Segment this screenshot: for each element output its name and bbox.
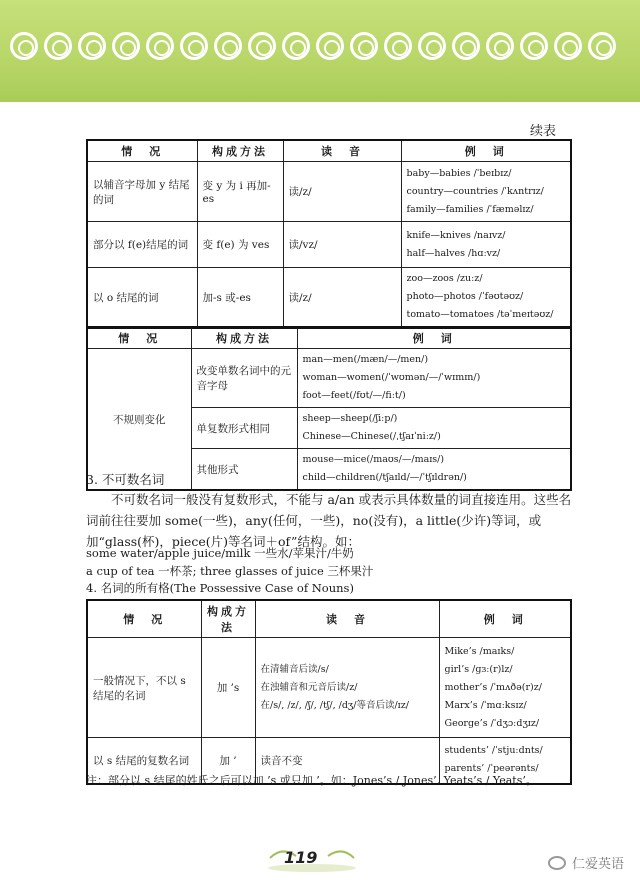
circle-icon xyxy=(520,32,548,60)
table-row xyxy=(87,638,571,738)
examples-cell xyxy=(401,268,571,328)
situation-cell: 以 o 结尾的词 xyxy=(87,268,197,328)
pronunciation-line: 在/s/, /z/, /ʃ/, /tʃ/, /dʒ/等音后读/ɪz/ xyxy=(260,699,409,711)
circle-icon xyxy=(418,32,446,60)
section-3-heading: 3. 不可数名词 xyxy=(86,472,165,487)
table-row xyxy=(87,222,571,268)
circle-icon xyxy=(486,32,514,60)
circle-icon xyxy=(248,32,276,60)
circle-icon xyxy=(214,32,242,60)
circle-icon xyxy=(78,32,106,60)
footnote: 注：部分以 s 结尾的姓氏之后可以加 ’s 或只加 ’。如：Jones’s / Jones’, Yeats’s / Yeats’。 xyxy=(86,774,537,787)
example-sentence: some water/apple juice/milk 一些水/苹果汁/牛奶 xyxy=(86,546,354,560)
situation-cell: 以辅音字母加 y 结尾的词 xyxy=(87,162,197,222)
pronunciation-cell: 读音不变 xyxy=(255,738,439,784)
example-word: students’ /ˈstjuːdnts/ xyxy=(444,745,543,757)
pronunciation-line: 在清辅音后读/s/ xyxy=(260,663,329,675)
col-header-examples: 例 词 xyxy=(439,600,571,638)
examples-cell xyxy=(439,638,571,738)
circle-icon xyxy=(282,32,310,60)
examples-cell xyxy=(401,222,571,268)
example-sentence: a cup of tea 一杯茶; three glasses of juice 三杯果汁 xyxy=(86,564,374,578)
circle-icon xyxy=(452,32,480,60)
method-cell: 加-s 或-es xyxy=(197,268,283,328)
method-cell: 单复数形式相同 xyxy=(191,408,297,449)
circle-icon xyxy=(384,32,412,60)
section-3-paragraph: 不可数名词一般没有复数形式，不能与 a/an 或表示具体数量的词直接连用。这些名词前往往要加 some(一些)，any(任何，一些)，no(没有)，a little(少许)等词，或加“glass(杯)，piece(片)等名词＋of”结构。如： xyxy=(86,492,572,549)
example-word: foot—feet(/fʊt/—/fiːt/) xyxy=(302,390,406,401)
continuation-label: 续表 xyxy=(529,124,556,139)
example-word: George’s /ˈdʒɔːdʒɪz/ xyxy=(444,717,540,729)
wechat-icon xyxy=(548,856,566,870)
method-cell: 其他形式 xyxy=(191,449,297,491)
circle-icon xyxy=(10,32,38,60)
pronunciation-cell xyxy=(255,638,439,738)
circle-icon xyxy=(112,32,140,60)
example-word: Chinese—Chinese(/ˌtʃaɪˈniːz/) xyxy=(302,431,441,442)
example-word: sheep—sheep(/ʃiːp/) xyxy=(302,413,398,424)
example-word: woman—women(/ˈwʊmən/—/ˈwɪmɪn/) xyxy=(302,372,481,383)
circle-icon xyxy=(180,32,208,60)
table-row xyxy=(87,349,571,408)
col-header-situation: 情 况 xyxy=(87,600,201,638)
example-word: mouse—mice(/maʊs/—/maɪs/) xyxy=(302,454,445,465)
method-cell: 变 f(e) 为 ves xyxy=(197,222,283,268)
section-4-heading: 4. 名词的所有格(The Possessive Case of Nouns) xyxy=(86,581,354,595)
col-header-method: 构成方法 xyxy=(197,140,283,162)
example-word: child—children(/tʃaɪld/—/ˈtʃɪldrən/) xyxy=(302,472,467,483)
watermark xyxy=(548,853,624,872)
col-header-situation: 情 况 xyxy=(87,140,197,162)
example-word: Mike’s /maɪks/ xyxy=(444,645,515,657)
pronunciation-line: 在浊辅音和元音后读/z/ xyxy=(260,681,358,693)
circle-icon xyxy=(588,32,616,60)
irregular-plural-table xyxy=(86,326,572,491)
col-header-method: 构成方法 xyxy=(191,327,297,349)
circle-icon xyxy=(554,32,582,60)
example-word: zoo—zoos /zuːz/ xyxy=(406,273,483,285)
situation-cell: 不规则变化 xyxy=(87,349,191,491)
table-row xyxy=(87,268,571,328)
pronunciation-cell: 读/z/ xyxy=(283,162,401,222)
examples-cell xyxy=(297,349,571,408)
col-header-examples: 例 词 xyxy=(297,327,571,349)
watermark-text: 仁爱英语 xyxy=(571,857,624,872)
table-header-row xyxy=(87,327,571,349)
example-word: knife—knives /naɪvz/ xyxy=(406,229,506,241)
header-band xyxy=(0,0,640,102)
example-word: baby—babies /ˈbeɪbɪz/ xyxy=(406,167,512,179)
example-word: mother’s /ˈmʌðə(r)z/ xyxy=(444,681,542,693)
col-header-pronunciation: 读 音 xyxy=(283,140,401,162)
example-word: tomato—tomatoes /təˈmeɪtəʊz/ xyxy=(406,309,554,321)
possessive-table xyxy=(86,599,572,785)
pronunciation-cell: 读/vz/ xyxy=(283,222,401,268)
example-word: man—men(/mæn/—/men/) xyxy=(302,354,429,365)
col-header-examples: 例 词 xyxy=(401,140,571,162)
plural-table-continued xyxy=(86,139,572,329)
method-cell: 加 ’s xyxy=(201,638,255,738)
circle-icon xyxy=(316,32,344,60)
method-cell: 改变单数名词中的元音字母 xyxy=(191,349,297,408)
situation-cell: 以 s 结尾的复数名词 xyxy=(87,738,201,784)
example-word: half—halves /hɑːvz/ xyxy=(406,247,501,259)
example-word: parents’ /ˈpeərənts/ xyxy=(444,763,539,775)
example-word: girl’s /ɡɜː(r)lz/ xyxy=(444,663,513,675)
pronunciation-cell: 读/z/ xyxy=(283,268,401,328)
circle-icon xyxy=(44,32,72,60)
table-header-row xyxy=(87,140,571,162)
example-word: country—countries /ˈkʌntrɪz/ xyxy=(406,185,544,197)
table-row xyxy=(87,162,571,222)
col-header-pronunciation: 读 音 xyxy=(255,600,439,638)
situation-cell: 一般情况下，不以 s 结尾的名词 xyxy=(87,638,201,738)
situation-cell: 部分以 f(e)结尾的词 xyxy=(87,222,197,268)
col-header-situation: 情 况 xyxy=(87,327,191,349)
circle-icon xyxy=(350,32,378,60)
example-word: family—families /ˈfæməlɪz/ xyxy=(406,203,534,215)
method-cell: 加 ’ xyxy=(201,738,255,784)
example-word: photo—photos /ˈfəʊtəʊz/ xyxy=(406,291,524,303)
table-header-row xyxy=(87,600,571,638)
examples-cell xyxy=(297,408,571,449)
examples-cell xyxy=(401,162,571,222)
decorative-circles xyxy=(10,32,630,66)
example-word: Marx’s /ˈmɑːksɪz/ xyxy=(444,699,527,711)
method-cell: 变 y 为 i 再加-es xyxy=(197,162,283,222)
col-header-method: 构成方法 xyxy=(201,600,255,638)
page-number: 119 xyxy=(284,848,318,867)
examples-cell xyxy=(297,449,571,491)
circle-icon xyxy=(146,32,174,60)
